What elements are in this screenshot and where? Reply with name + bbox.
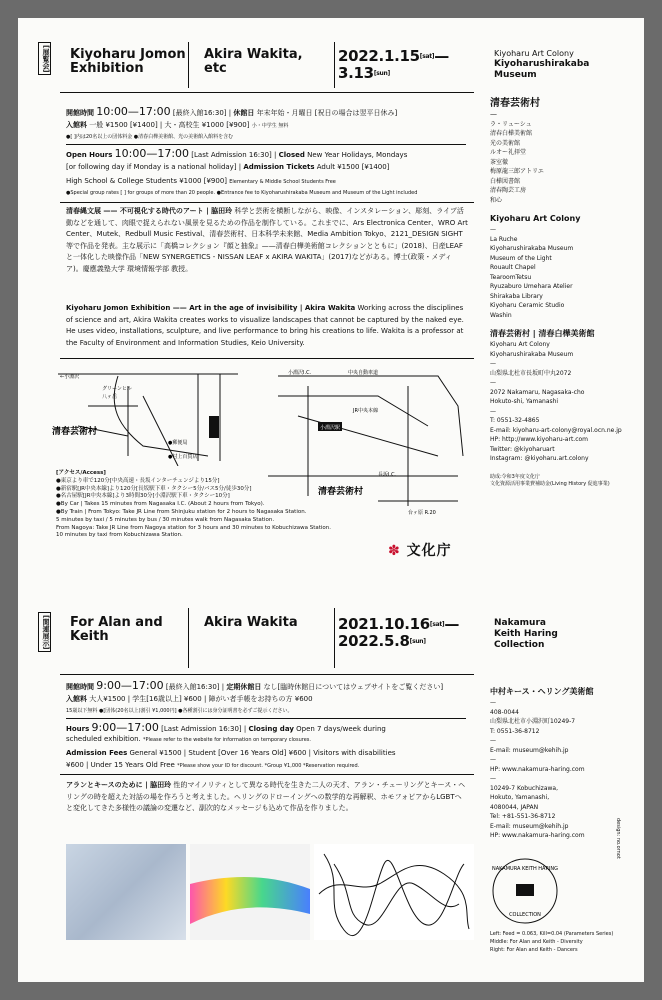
map-right-museum: 清春芸術村 xyxy=(318,487,364,497)
poster xyxy=(18,18,644,982)
barking-dog-icon xyxy=(516,884,534,896)
map-left-label-3: 八ヶ岳 xyxy=(102,394,118,400)
related-artist: Akira Wakita xyxy=(204,615,298,630)
closed-note-en: [or following day if Monday is a national holiday] | Admission Tickets Adult ¥1500 [¥1400] xyxy=(66,163,390,171)
map-left-label-1: ←小淵沢 xyxy=(60,374,80,380)
group-note-jp: ●[ ]内は20名以上の団体料金 ●清春白樺美術館、光の美術館入館料を含む xyxy=(66,134,234,140)
artwork-left xyxy=(66,844,186,940)
map-left xyxy=(48,366,258,466)
map-right-label-6: 台ヶ原 R.20 xyxy=(408,510,436,516)
venue-list: 清春芸術村 — ラ・リューシュ 清春白樺美術館 光の美術館 ルオー礼拝堂 茶室徹 梅原龍三郎アトリエ 白樺図書館 清春陶芸工房 和心 Kiyoharu Art Colony — La Ruche Kiyoharushirakaba Museum Museum of the Light Rouault Chapel TearoomTetsu Ryuzaburo Umehara Atelier Shirakaba Library Kiyoharu Ceramic Studio Washin 清春芸術村 | 清春白樺美術館 Kiyoharu Art Colony Kiyoharushirakaba Museum — 山梨県北杜市長坂町中丸2072 — 2072 Nakamaru, Nagasaka-cho Hokuto-shi, Yamanashi — T: 0551-32-4865 E-mail: kiyoharu-art-colony@royal.ocn.ne.jp HP: http://www.kiyoharu-art.com Twitter: @kiyoharuart Instagram: @kiyoharu.art.colony 助成:令和3年度文化庁 文化資源活用事業費補助金(Living History 促進事業) xyxy=(490,98,622,487)
artwork-middle xyxy=(190,844,310,940)
related-dates: 2021.10.16[sat]— 2022.5.8[sun] xyxy=(338,615,460,650)
access-info: [アクセス/Access] ●東京より車で120分[中央高速・長坂インターチェンジより15分] ●新宿駅[JR中央本線]より120分[長坂駅下車・タクシー5分/バス5分/徒歩30分] ●名古屋駅[JR中央本線]より3時間30分[小淵沢駅下車・タクシー10分] ●By Car | Takes 15 minutes from Nagasaka I.C. (About 2 hours from Tokyo). ●By Train | From Tokyo: Take JR Line from Shinjuku station for 2 hours to Nagasaka Station. 5 minutes by taxi / 5 minutes by bus / 30 minutes walk from Nagasaka Station. From Nagoya: Take JR Line from Nagoya station for 3 hours and 30 minutes to Kobuchizawa Station. 10 minutes by taxi from Kobuchizawa Station. xyxy=(56,470,332,539)
section-label-related: [関連展示] xyxy=(38,612,51,652)
related-fee-jp: 入館料 大人¥1500 | 学生[16歳以上] ¥600 | 障がい者手帳をお持ちの方 ¥600 xyxy=(66,695,313,703)
map-right-label-4: JR中央本線 xyxy=(353,408,378,414)
map-right-label-5: 長坂I.C. xyxy=(378,472,397,478)
group-note-en: ●Special group rates [ ] for groups of more than 20 people. ●Entrance fee to Kiyoharushirakaba Museum and Museum of the Light included xyxy=(66,190,418,196)
hours-en: Open Hours 10:00—17:00 [Last Admission 16:30] | Closed New Year Holidays, Mondays xyxy=(66,147,408,160)
bunkacho-logo: ✽ 文化庁 xyxy=(388,543,452,559)
artist-name-en: Akira Wakita, etc xyxy=(204,47,303,76)
nakamura-logo xyxy=(490,856,560,926)
map-right-label-2: 中央自動車道 xyxy=(348,370,379,376)
related-contact: 中村キース・ヘリング美術館 — 408-0044 山梨県北杜市小淵沢町10249-7 T: 0551-36-8712 — E-mail: museum@kehih.jp — HP: www.nakamura-haring.com — 10249-7 Kobuchizawa, Hokuto, Yamanashi, 4080044, JAPAN Tel: +81-551-36-8712 E-mail: museum@kehih.jp HP: www.nakamura-haring.com xyxy=(490,687,594,839)
map-left-museum: 清春芸術村 xyxy=(52,427,98,437)
related-venue-en: Nakamura Keith Haring Collection xyxy=(494,618,558,650)
related-title: For Alan and Keith xyxy=(70,615,163,644)
related-hours-jp: 開館時間 9:00—17:00 [最終入館16:30] | 定期休館日 なし[臨時休館日についてはウェブサイトをご覧ください] xyxy=(66,679,444,692)
related-hours-en: Hours 9:00—17:00 [Last Admission 16:30] | Closing day Open 7 days/week during xyxy=(66,721,386,734)
related-fees-en: Admission Fees General ¥1500 | Student [Over 16 Years Old] ¥600 | Visitors with disabilities xyxy=(66,749,396,757)
museum-name-en: Kiyoharu Art Colony Kiyoharushirakaba Museum xyxy=(494,49,590,80)
admission-jp: 入館料 一般 ¥1500 [¥1400] | 大・高校生 ¥1000 [¥900] 小・中学生 無料 xyxy=(66,121,289,129)
related-fees-en-2: ¥600 | Under 15 Years Old Free *Please show your ID for discount. *Group ¥1,000 *Reservation required. xyxy=(66,761,360,769)
related-description: アランとキースのために | 脇田玲 性的マイノリティとして異なる時代を生きた二人の天才、アラン・チューリングとキース・ヘリングの時を超えた対話の場を作ろうと考えました。ヘリングのドローイングへの数学的な再解釈、ホモフォビアからLGBTへと変化してきた多様性の議論の変遷など、副次的なメッセージも込めて作品を作りました。 xyxy=(66,781,466,812)
map-left-label-4: ●郵便局 xyxy=(168,440,188,446)
section-label-exhibition: [展覧会] xyxy=(38,42,51,75)
design-credit: design: no.ornot xyxy=(615,818,621,859)
exhibition-dates: 2022.1.15[sat]— 3.13[sun] xyxy=(338,47,449,82)
artwork-captions: Left: Feed = 0.063, Kill=0.04 (Parameters Series) Middle: For Alan and Keith - Diversity Right: For Alan and Keith - Dancers xyxy=(490,931,614,953)
students-en: High School & College Students ¥1000 [¥900] Elementary & Middle School Students Free xyxy=(66,177,336,185)
related-closed-en: scheduled exhibition. *Please refer to the website for information on temporary closures. xyxy=(66,735,311,743)
map-left-label-2: グリーンヒル xyxy=(102,386,132,392)
artwork-right xyxy=(314,844,474,940)
map-right-label-1: 小淵沢I.C. xyxy=(288,370,312,376)
map-left-label-5: ●村上百貨店 xyxy=(168,454,198,460)
related-note-jp: 15歳以下無料 ●[団体(20名以上)割引 ¥1,000円] ●各種割引には身分証明書を必ずご提示ください。 xyxy=(66,708,293,714)
svg-text:COLLECTION: COLLECTION xyxy=(509,912,541,918)
svg-text:NAKAMURA KEITH HARING: NAKAMURA KEITH HARING xyxy=(491,866,559,872)
exhibition-title-en: Kiyoharu Jomon Exhibition xyxy=(70,47,186,76)
hours-jp: 開館時間 10:00—17:00 [最終入館16:30] | 休館日 年末年始・月曜日 [祝日の場合は翌平日休み] xyxy=(66,105,398,118)
description-jp: 清春縄文展 —— 不可視化する時代のアート | 脇田玲 科学と芸術を横断しながら、映像、インスタレーション、彫刻、ライブ活動などを通して、肉眼で捉えられない風景を見るための作品を制作している。これまでに、Ars Electronica Center、WRO Art Center、Mutek、Redbull Music Festival、清春芸術村、日本科学未来館、Media Ambition Tokyo、2121_DESIGN SIGHT等で作品を発表。主な展示に「高橋コレクション『顔と抽象』——清春白樺美術館コレクションとともに」(2018)、日産LEAFと一体化した映像作品「NEW SYNERGETICS - NISSAN LEAF x AKIRA WAKITA」(2017)などがある。博士(政策・メディア)。慶應義塾大学 環境情報学部 教授。 xyxy=(66,207,468,273)
description-en: Kiyoharu Jomon Exhibition —— Art in the age of invisibility | Akira Wakita Working across the disciplines of science and art, Akira Wakita creates works to visualize landscapes that cannot be captured by the naked eye. He uses video, installations, sculpture, and live performance to bring his creations to life. Wakita is a professor at the Faculty of Environment and Information Studies, Keio University. xyxy=(66,304,464,347)
map-right-label-3: 小淵沢駅 xyxy=(320,425,341,431)
bunkacho-mark-icon: ✽ xyxy=(388,543,401,559)
